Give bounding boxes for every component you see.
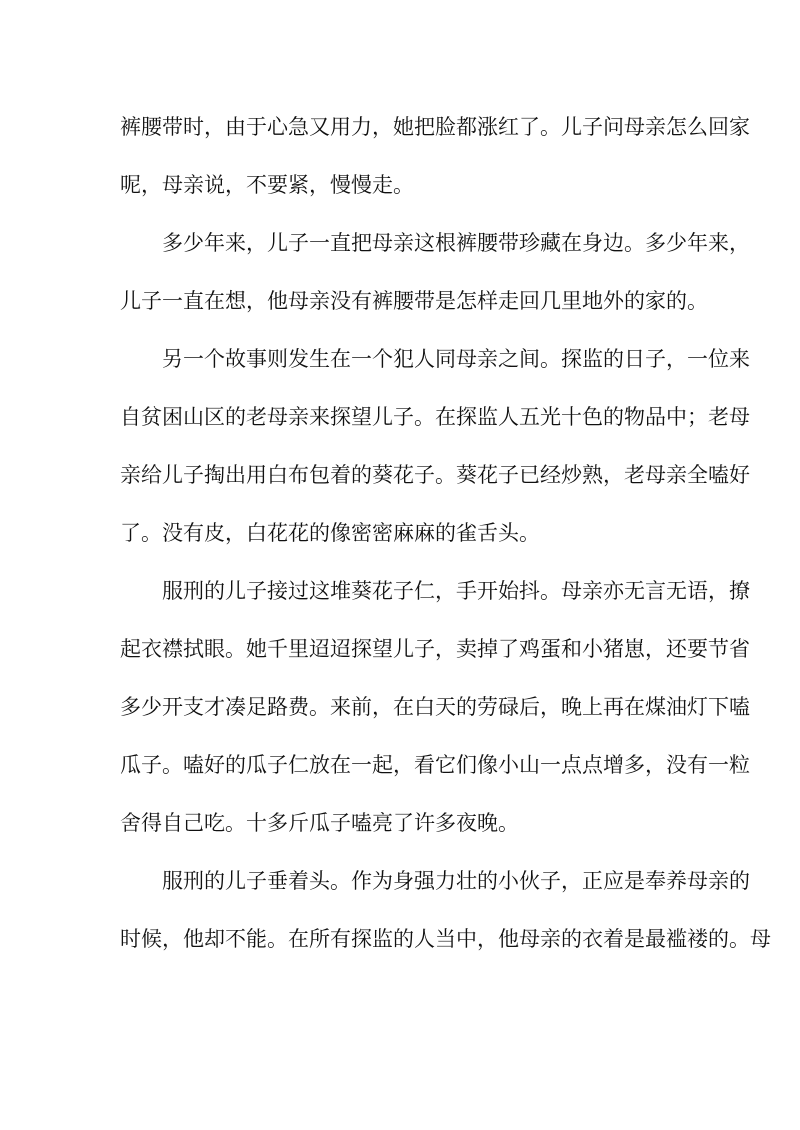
text-line: 裤腰带时，由于心急又用力，她把脸都涨红了。儿子问母亲怎么回家 [120, 115, 750, 139]
paragraph-first-line: 服刑的儿子垂着头。作为身强力壮的小伙子，正应是奉养母亲的 [162, 869, 750, 893]
text-line: 自贫困山区的老母亲来探望儿子。在探监人五光十色的物品中；老母 [120, 405, 750, 429]
document-body [120, 98, 771, 968]
text-line: 了。没有皮，白花花的像密密麻麻的雀舌头。 [120, 521, 540, 545]
text-line: 儿子一直在想，他母亲没有裤腰带是怎样走回几里地外的家的。 [120, 289, 708, 313]
paragraph-first-line: 服刑的儿子接过这堆葵花子仁，手开始抖。母亲亦无言无语，撩 [162, 579, 750, 603]
text-line: 瓜子。嗑好的瓜子仁放在一起，看它们像小山一点点增多，没有一粒 [120, 753, 750, 777]
text-line: 多少开支才凑足路费。来前，在白天的劳碌后，晚上再在煤油灯下嗑 [120, 695, 750, 719]
text-line: 亲给儿子掏出用白布包着的葵花子。葵花子已经炒熟，老母亲全嗑好 [120, 463, 750, 487]
text-line: 起衣襟拭眼。她千里迢迢探望儿子，卖掉了鸡蛋和小猪崽，还要节省 [120, 637, 750, 661]
paragraph-first-line: 多少年来，儿子一直把母亲这根裤腰带珍藏在身边。多少年来， [162, 231, 750, 255]
paragraph-first-line: 另一个故事则发生在一个犯人同母亲之间。探监的日子，一位来 [162, 347, 750, 371]
text-line: 呢，母亲说，不要紧，慢慢走。 [120, 173, 414, 197]
text-line: 舍得自己吃。十多斤瓜子嗑亮了许多夜晚。 [120, 811, 519, 835]
text-line: 时候，他却不能。在所有探监的人当中，他母亲的衣着是最褴褛的。母 [120, 927, 771, 951]
